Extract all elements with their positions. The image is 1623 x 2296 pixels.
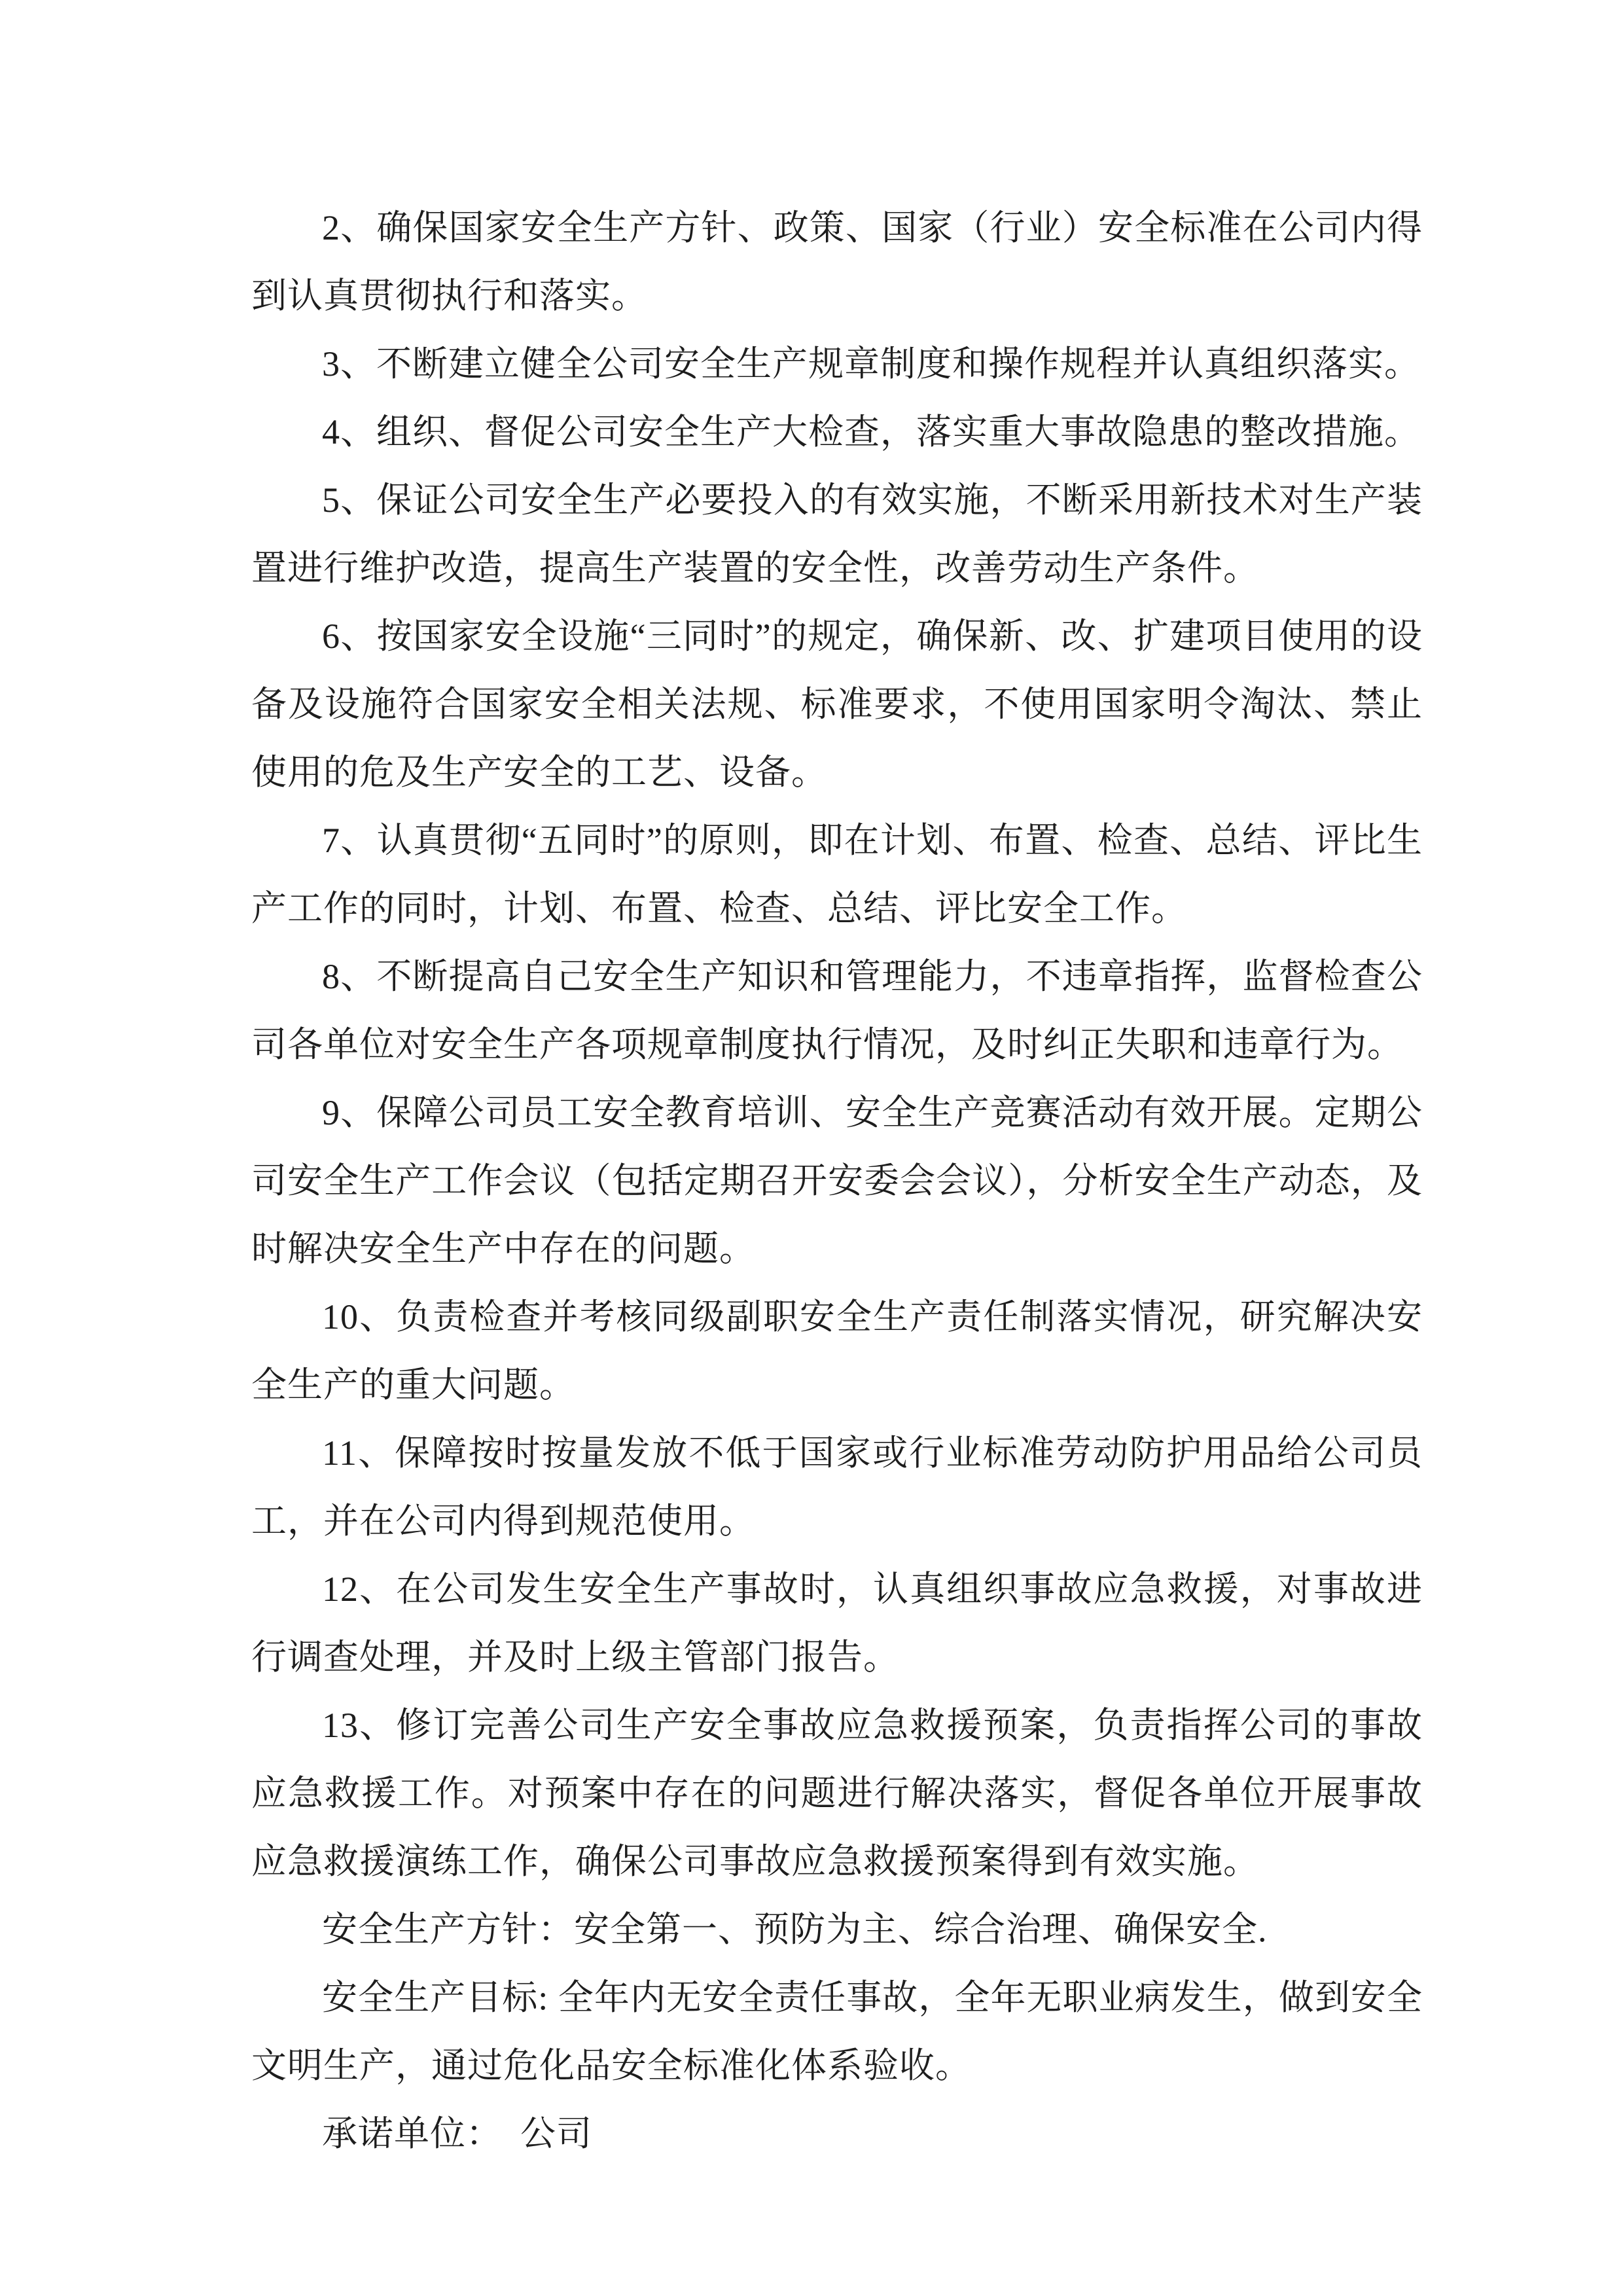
paragraph-item-8: 8、不断提高自己安全生产知识和管理能力，不违章指挥，监督检查公司各单位对安全生产各项规章制度执行情况，及时纠正失职和违章行为。	[251, 957, 1423, 1064]
paragraph-item-4: 4、组织、督促公司安全生产大检查，落实重大事故隐患的整改措施。	[322, 412, 1420, 452]
paragraph-safety-policy: 安全生产方针：安全第一、预防为主、综合治理、确保安全.	[322, 1910, 1268, 1949]
paragraph-commitment-unit: 承诺单位： 公司	[322, 2114, 592, 2153]
document-body	[251, 194, 1423, 2168]
paragraph-item-12: 12、在公司发生安全生产事故时，认真组织事故应急救援，对事故进行调查处理，并及时上级主管部门报告。	[251, 1570, 1423, 1677]
paragraph-item-11: 11、保障按时按量发放不低于国家或行业标准劳动防护用品给公司员工，并在公司内得到规范使用。	[251, 1433, 1423, 1541]
paragraph-item-13: 13、修订完善公司生产安全事故应急救援预案，负责指挥公司的事故应急救援工作。对预案中存在的问题进行解决落实，督促各单位开展事故应急救援演练工作，确保公司事故应急救援预案得到有效实施。	[251, 1706, 1423, 1881]
paragraph-item-6: 6、按国家安全设施“三同时”的规定，确保新、改、扩建项目使用的设备及设施符合国家安全相关法规、标准要求，不使用国家明令淘汰、禁止使用的危及生产安全的工艺、设备。	[251, 617, 1423, 792]
paragraph-item-9: 9、保障公司员工安全教育培训、安全生产竞赛活动有效开展。定期公司安全生产工作会议（包括定期召开安委会会议），分析安全生产动态，及时解决安全生产中存在的问题。	[251, 1093, 1423, 1268]
paragraph-item-5: 5、保证公司安全生产必要投入的有效实施，不断采用新技术对生产装置进行维护改造，提高生产装置的安全性，改善劳动生产条件。	[251, 480, 1423, 588]
paragraph-item-3: 3、不断建立健全公司安全生产规章制度和操作规程并认真组织落实。	[322, 344, 1420, 384]
paragraph-item-10: 10、负责检查并考核同级副职安全生产责任制落实情况，研究解决安全生产的重大问题。	[251, 1297, 1423, 1405]
paragraph-item-2: 2、确保国家安全生产方针、政策、国家（行业）安全标准在公司内得到认真贯彻执行和落实。	[251, 208, 1423, 315]
paragraph-item-7: 7、认真贯彻“五同时”的原则，即在计划、布置、检查、总结、评比生产工作的同时，计划、布置、检查、总结、评比安全工作。	[251, 821, 1423, 928]
paragraph-safety-goal: 安全生产目标: 全年内无安全责任事故，全年无职业病发生，做到安全文明生产，通过危化品安全标准化体系验收。	[251, 1978, 1423, 2085]
